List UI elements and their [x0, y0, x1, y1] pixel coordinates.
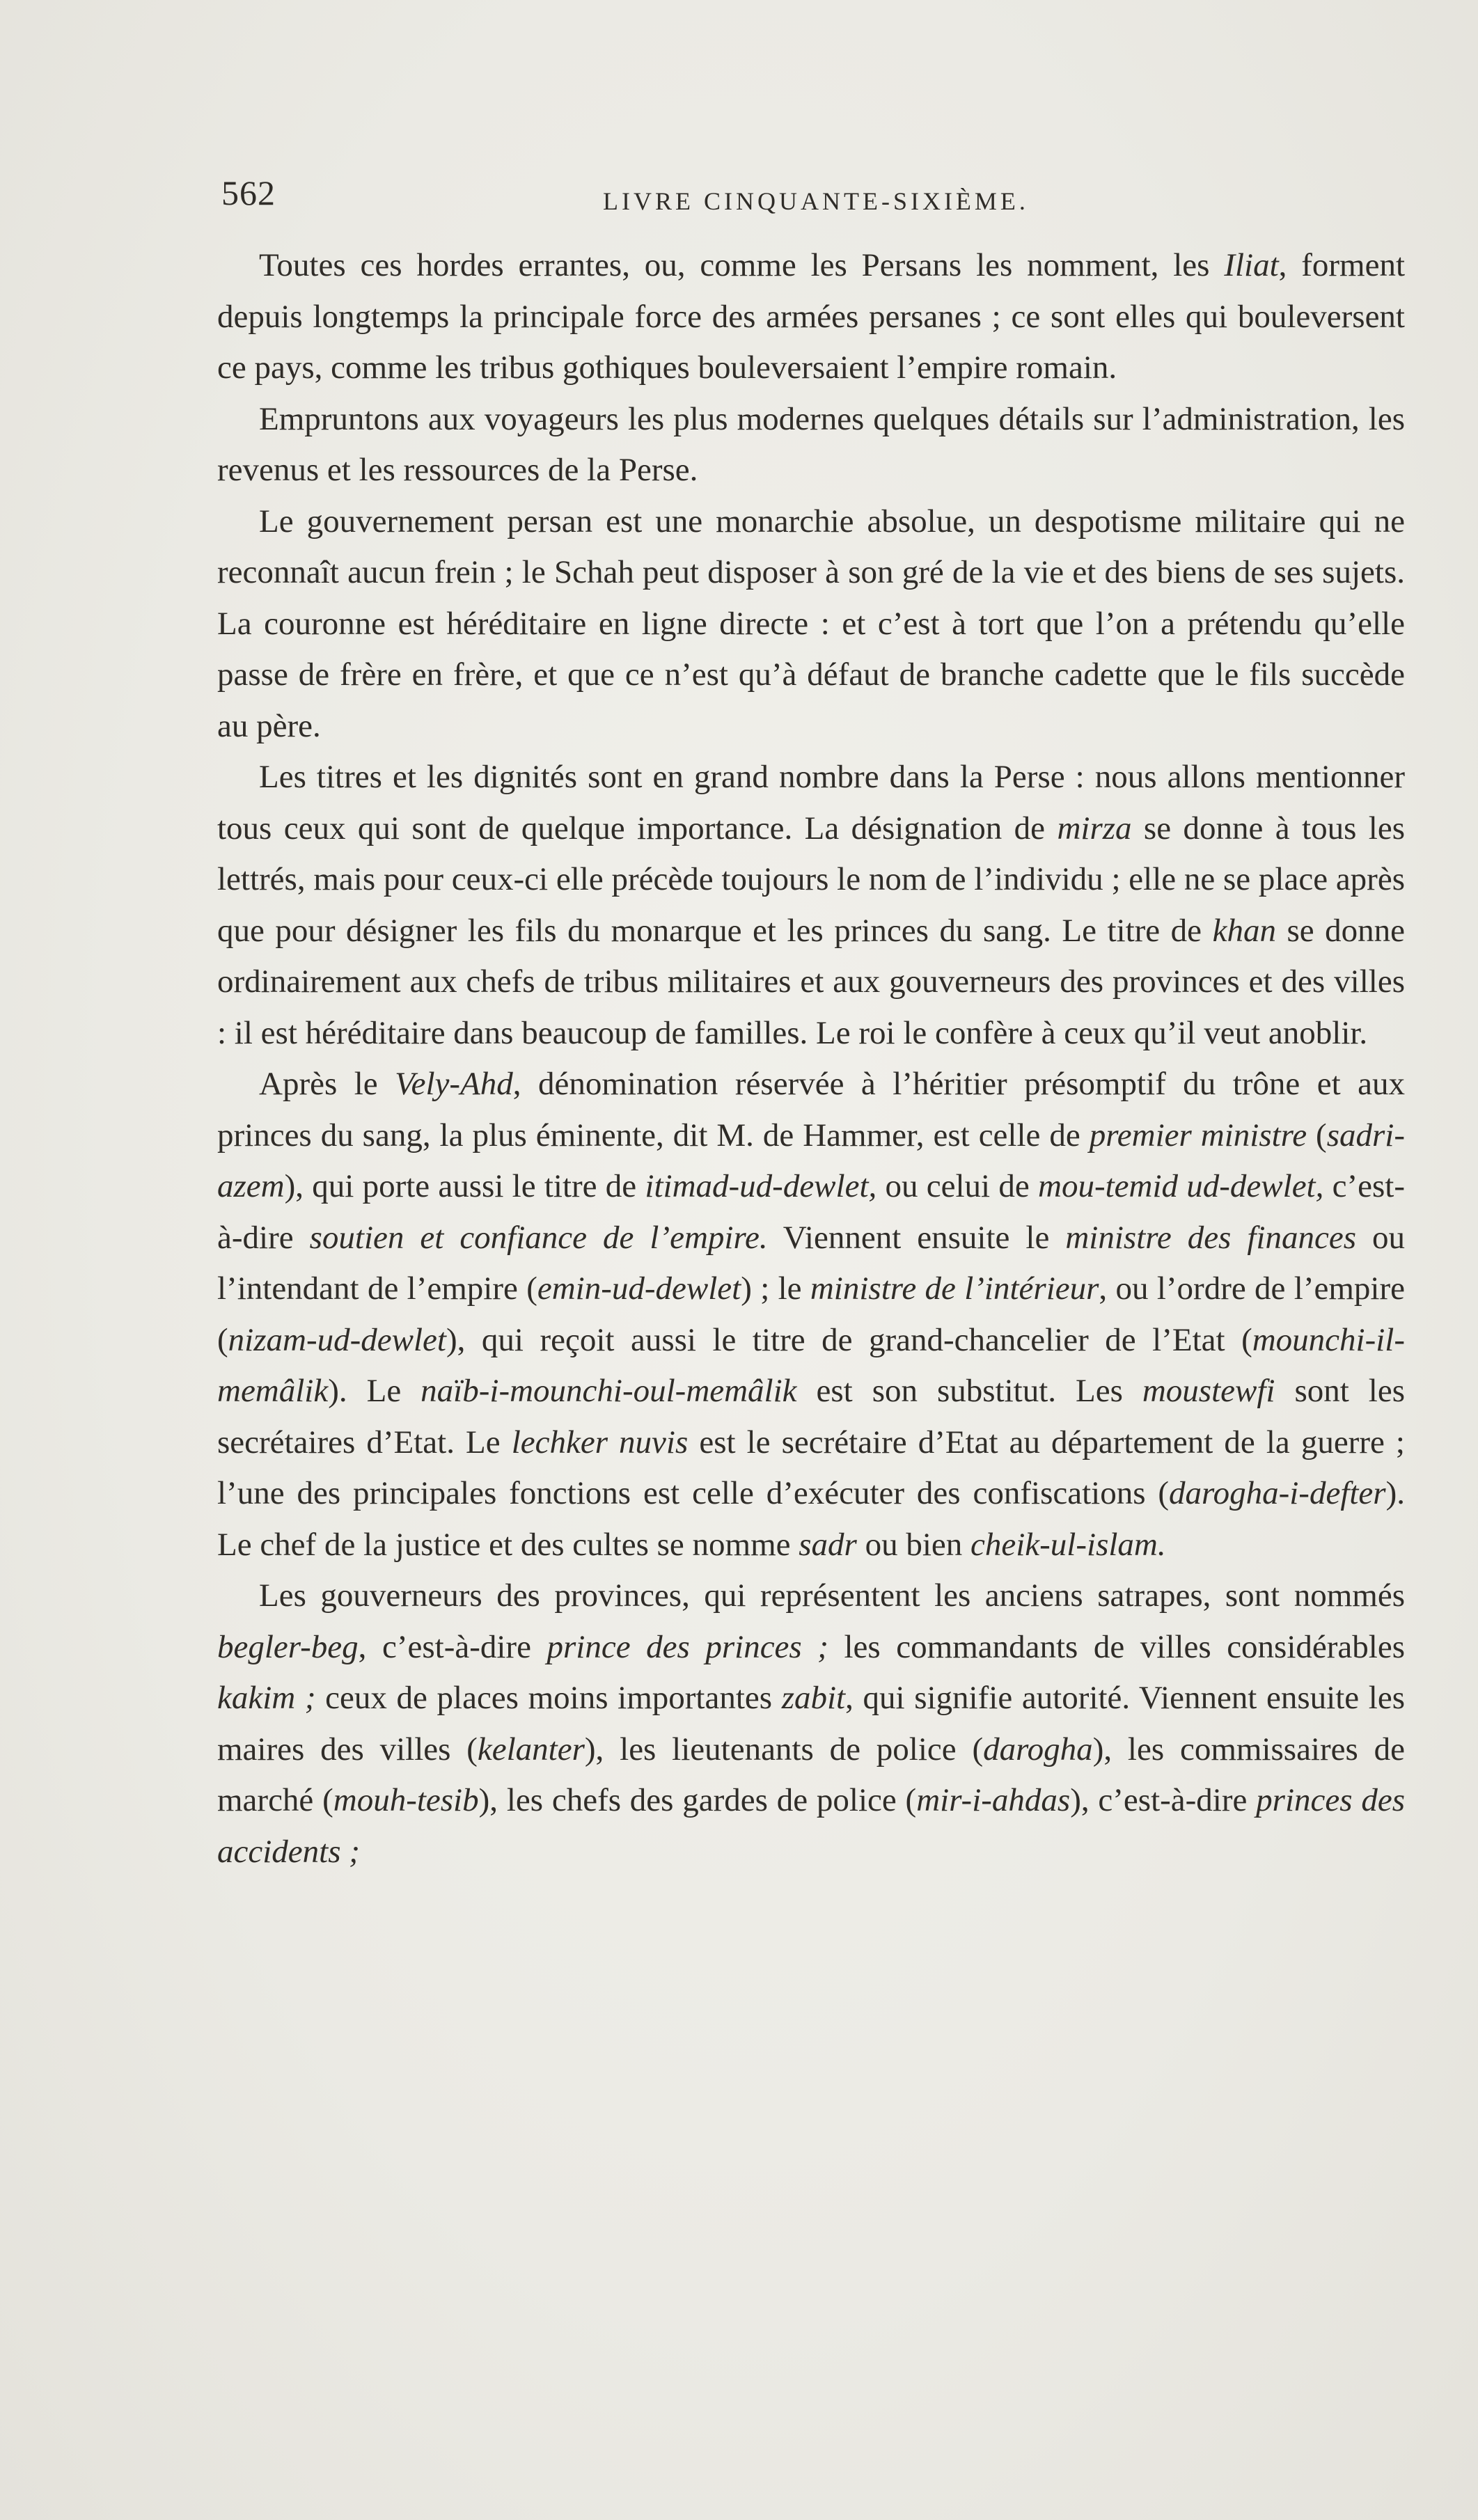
paragraph — [217, 1059, 1405, 1570]
page-number: 562 — [221, 173, 276, 212]
italic-term: kakim ; — [217, 1680, 316, 1716]
italic-term: sadri-azem — [217, 1117, 1406, 1204]
text-run: ceux de places moins importantes — [315, 1680, 782, 1716]
paragraph — [217, 1570, 1405, 1877]
italic-term: sadr — [799, 1526, 857, 1563]
text-run: Toutes ces hordes errantes, ou, comme les Persans les nomment, les — [259, 247, 1225, 283]
text-run: ), qui porte aussi le titre de — [284, 1168, 645, 1204]
italic-term: Iliat — [1224, 247, 1279, 283]
text-run: Le gouvernement persan est une monarchie absolue, un despotisme militaire qui ne reconnaît aucun frein ; le Schah peut disposer à son gré de la vie et des biens de ses sujets. La couronne est héréditaire en ligne directe : et c’est à tort que l’on a prétendu qu’elle passe de frère en frère, et que ce n’est qu’à défaut de branche cadette que le fils succède au père. — [217, 503, 1405, 744]
italic-term: mir-i-ahdas — [916, 1782, 1071, 1818]
text-run: ), les lieutenants de police ( — [584, 1731, 984, 1767]
text-run: est son substitut. Les — [796, 1373, 1142, 1409]
italic-term: moustewfi — [1142, 1373, 1275, 1409]
text-run: les commandants de villes considérables — [828, 1628, 1405, 1665]
italic-term: mirza — [1057, 810, 1132, 846]
text-run: se donne à tous les lettrés, mais pour ceux-ci elle précède toujours le nom de l’individu ; elle ne se place après que pour désigner les fils du monarque et les princes du sang. Le titre de — [217, 810, 1405, 949]
italic-term: lechker nuvis — [511, 1424, 689, 1460]
text-run: Empruntons aux voyageurs les plus modernes quelques détails sur l’administration, les revenus et les ressources de la Perse. — [217, 400, 1405, 488]
text-run: Viennent ensuite le — [767, 1219, 1066, 1256]
italic-term: mouh-tesib — [333, 1782, 479, 1818]
text-run: ) ; le — [741, 1270, 810, 1307]
italic-term: ministre des finances — [1065, 1219, 1356, 1256]
text-run: ), qui reçoit aussi le titre de grand-chancelier de l’Etat ( — [446, 1321, 1252, 1358]
italic-term: soutien et confiance de l’empire. — [309, 1219, 768, 1256]
text-run: , c’est-à-dire — [358, 1628, 547, 1665]
italic-term: zabit — [781, 1680, 846, 1716]
italic-term: begler-beg — [217, 1628, 359, 1665]
paragraph — [217, 496, 1405, 753]
italic-term: Vely-Ahd — [395, 1066, 513, 1102]
text-run: ), c’est-à-dire — [1070, 1782, 1257, 1818]
text-run: , ou l’ordre de l’empire ( — [217, 1270, 1405, 1358]
italic-term: premier ministre — [1089, 1117, 1307, 1153]
text-run: ). Le chef de la justice et des cultes se nomme — [217, 1475, 1405, 1563]
italic-term: itimad-ud-dewlet, — [645, 1168, 877, 1204]
italic-term: darogha — [983, 1731, 1093, 1767]
text-run: sont les secrétaires d’Etat. Le — [217, 1373, 1405, 1460]
text-run: Les gouverneurs des provinces, qui représentent les anciens satrapes, sont nommés — [259, 1577, 1405, 1614]
running-title: LIVRE CINQUANTE-SIXIÈME. — [603, 187, 1029, 215]
text-run: c’est-à-dire — [217, 1168, 1405, 1256]
text-run: Après le — [259, 1066, 395, 1102]
italic-term: kelanter — [477, 1731, 585, 1767]
italic-term: princes des accidents ; — [217, 1782, 1405, 1870]
text-run: , qui signifie autorité. Viennent ensuite les maires des villes ( — [217, 1680, 1405, 1767]
text-run: ). Le — [328, 1373, 421, 1409]
italic-term: nizam-ud-dewlet — [228, 1321, 446, 1358]
italic-term: darogha-i-defter — [1169, 1475, 1386, 1511]
paragraph — [217, 752, 1405, 1059]
italic-term: mou-temid ud-dewlet, — [1038, 1168, 1324, 1204]
text-run: ou l’intendant de l’empire ( — [217, 1219, 1405, 1307]
italic-term: naïb-i-mounchi-oul-memâlik — [420, 1373, 797, 1409]
text-run: , dénomination réservée à l’héritier présomptif du trône et aux princes du sang, la plus éminente, dit M. de Hammer, est celle de — [217, 1066, 1405, 1153]
italic-term: emin-ud-dewlet — [537, 1270, 741, 1307]
text-run: ( — [1307, 1117, 1327, 1153]
running-head — [221, 173, 1405, 221]
text-run: Les titres et les dignités sont en grand nombre dans la Perse : nous allons mentionner tous ceux qui sont de quelque importance. La désignation de — [217, 759, 1405, 846]
text-run: ), les chefs des gardes de police ( — [478, 1782, 917, 1818]
paragraph — [217, 240, 1405, 394]
italic-term: khan — [1212, 912, 1276, 949]
text-run: ou celui de — [876, 1168, 1038, 1204]
italic-term: cheik-ul-islam. — [970, 1526, 1166, 1563]
text-run: , forment depuis longtemps la principale force des armées persanes ; ce sont elles qui bouleversent ce pays, comme les tribus gothiques bouleversaient l’empire romain. — [217, 247, 1406, 386]
italic-term: mounchi-il-memâlik — [217, 1321, 1405, 1409]
text-run: ou bien — [856, 1526, 971, 1563]
body-text — [217, 240, 1405, 1877]
italic-term: ministre de l’intérieur — [810, 1270, 1099, 1307]
paragraph — [217, 394, 1405, 496]
text-run: est le secrétaire d’Etat au département de la guerre ; l’une des principales fonctions est celle d’exécuter des confiscations ( — [217, 1424, 1405, 1511]
italic-term: prince des princes ; — [547, 1628, 828, 1665]
text-run: ), les commissaires de marché ( — [217, 1731, 1405, 1818]
text-run: se donne ordinairement aux chefs de tribus militaires et aux gouverneurs des provinces et des villes : il est héréditaire dans beaucoup de familles. Le roi le confère à ceux qu’il veut anoblir. — [217, 912, 1406, 1051]
